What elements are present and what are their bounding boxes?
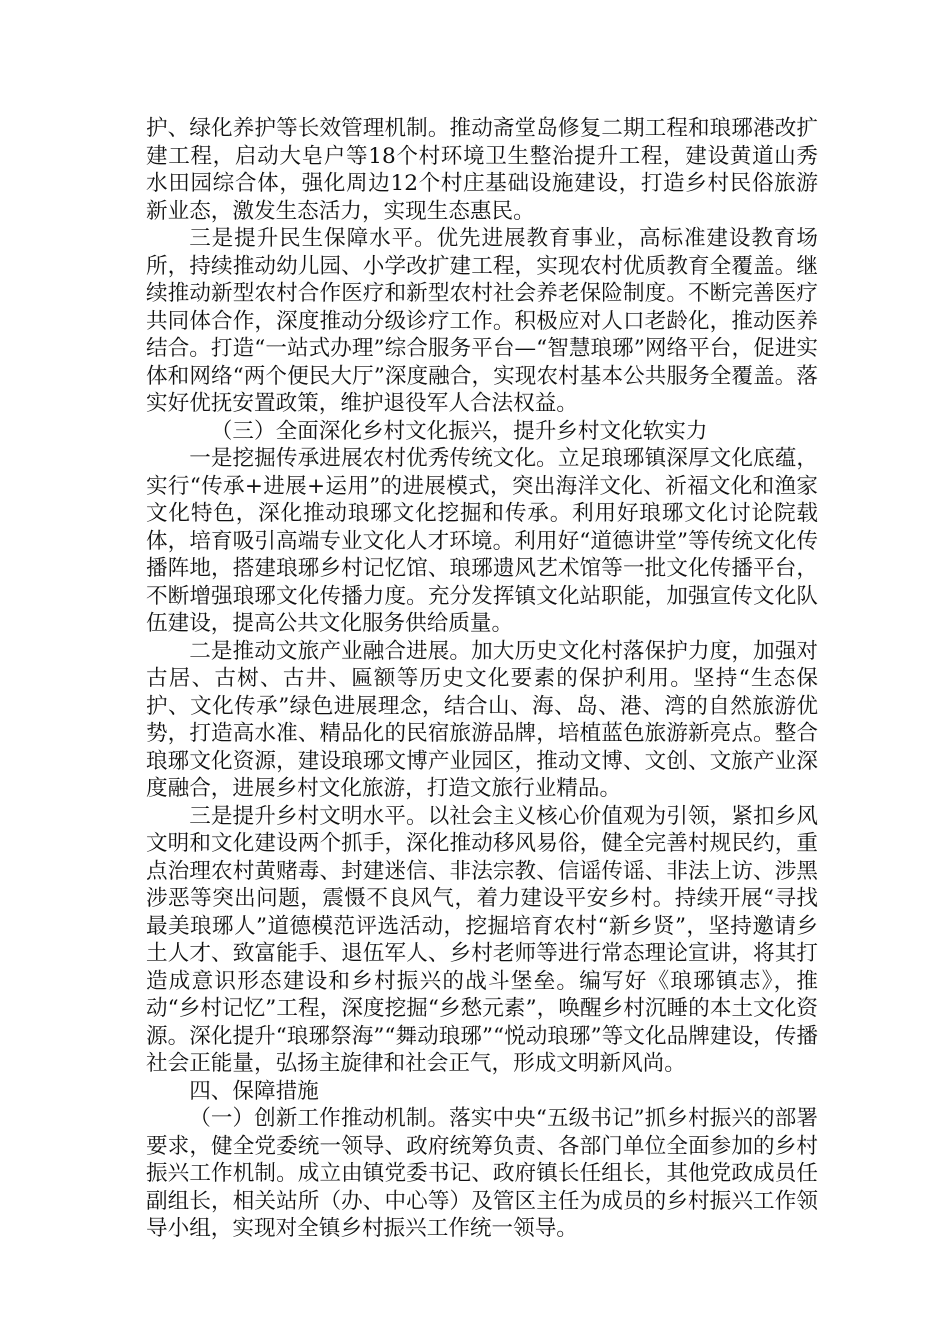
paragraph-culture-tourism: 二是推动文旅产业融合进展。加大历史文化村落保护力度，加强对古居、古树、古井、匾额等历史文化要素的保护利用。坚持“生态保护、文化传承”绿色进展理念，结合山、海、岛、港、湾的自然旅游优势，打造高水准、精品化的民宿旅游品牌，培植蓝色旅游新亮点。整合琅琊文化资源，建设琅琊文博产业园区，推动文博、文创、文旅产业深度融合，进展乡村文化旅游，打造文旅行业精品。 bbox=[146, 638, 818, 801]
paragraph-livelihood: 三是提升民生保障水平。优先进展教育事业，高标准建设教育场所，持续推动幼儿园、小学改扩建工程，实现农村优质教育全覆盖。继续推动新型农村合作医疗和新型农村社会养老保险制度。不断完善医疗共同体合作，深度推动分级诊疗工作。积极应对人口老龄化，推动医养结合。打造“一站式办理”综合服务平台—“智慧琅琊”网络平台，促进实体和网络“两个便民大厅”深度融合，实现农村基本公共服务全覆盖。落实好优抚安置政策，维护退役军人合法权益。 bbox=[146, 226, 818, 416]
paragraph-work-mechanism: （一）创新工作推动机制。落实中央“五级书记”抓乡村振兴的部署要求，健全党委统一领导、政府统筹负责、各部门单位全面参加的乡村振兴工作机制。成立由镇党委书记、政府镇长任组长，其他党政成员任副组长，相关站所（办、中心等）及管区主任为成员的乡村振兴工作领导小组，实现对全镇乡村振兴工作统一领导。 bbox=[146, 1106, 818, 1241]
document-page bbox=[146, 115, 818, 1243]
paragraph-ecology-continued: 护、绿化养护等长效管理机制。推动斋堂岛修复二期工程和琅琊港改扩建工程，启动大皂户等18个村环境卫生整治提升工程，建设黄道山秀水田园综合体，强化周边12个村庄基础设施建设，打造乡村民俗旅游新业态，激发生态活力，实现生态惠民。 bbox=[146, 116, 818, 224]
section-heading-culture: （三）全面深化乡村文化振兴，提升乡村文化软实力 bbox=[210, 418, 708, 444]
paragraph-traditional-culture: 一是挖掘传承进展农村优秀传统文化。立足琅琊镇深厚文化底蕴，实行“传承+进展+运用”的进展模式，突出海洋文化、祈福文化和渔家文化特色，深化推动琅琊文化挖掘和传承。利用好琅琊文化讨论院载体，培育吸引高端专业文化人才环境。利用好“道德讲堂”等传统文化传播阵地，搭建琅琊乡村记忆馆、琅琊遗风艺术馆等一批文化传播平台，不断增强琅琊文化传播力度。充分发挥镇文化站职能，加强宣传文化队伍建设，提高公共文化服务供给质量。 bbox=[146, 446, 818, 636]
paragraph-civility: 三是提升乡村文明水平。以社会主义核心价值观为引领，紧扣乡风文明和文化建设两个抓手，深化推动移风易俗，健全完善村规民约，重点治理农村黄赌毒、封建迷信、非法宗教、信谣传谣、非法上访、涉黑涉恶等突出问题，震慑不良风气，着力建设平安乡村。持续开展“寻找最美琅琊人”道德模范评选活动，挖掘培育农村“新乡贤”，坚持邀请乡土人才、致富能手、退伍军人、乡村老师等进行常态理论宣讲，将其打造成意识形态建设和乡村振兴的战斗堡垒。编写好《琅琊镇志》，推动“乡村记忆”工程，深度挖掘“乡愁元素”，唤醒乡村沉睡的本土文化资源。深化提升“琅琊祭海”“舞动琅琊”“悦动琅琊”等文化品牌建设，传播社会正能量，弘扬主旋律和社会正气，形成文明新风尚。 bbox=[146, 803, 818, 1076]
section-heading-safeguards: 四、保障措施 bbox=[189, 1078, 319, 1104]
